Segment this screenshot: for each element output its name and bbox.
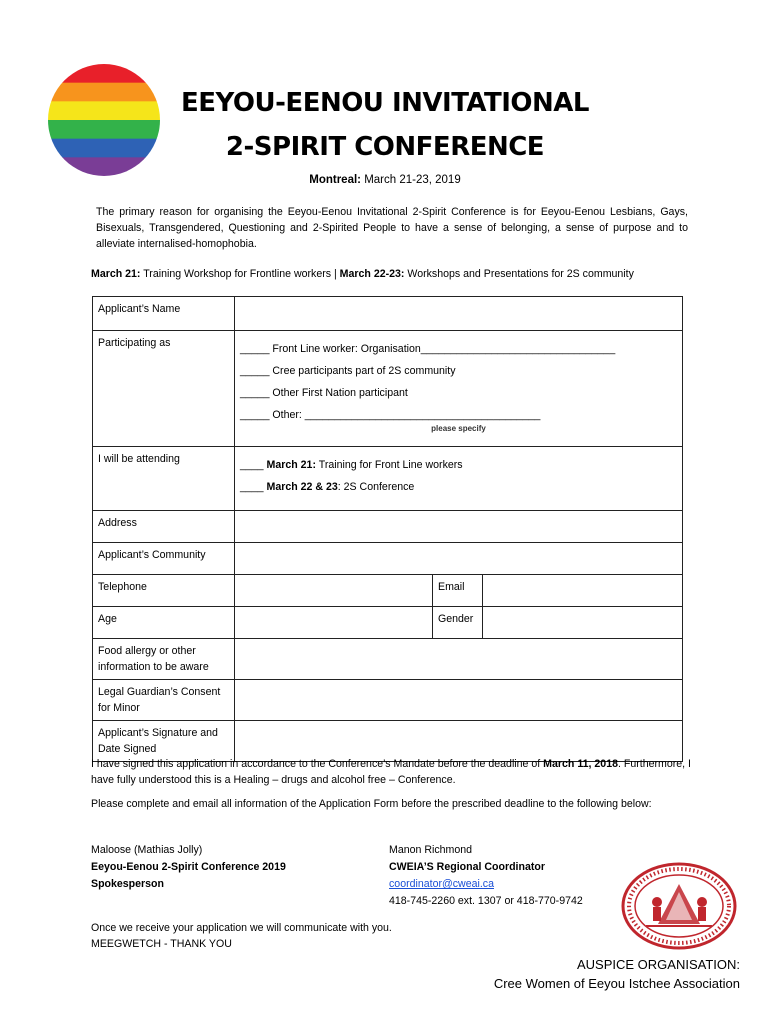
closing-line-2: MEEGWETCH - THANK YOU: [91, 938, 232, 950]
attend1-blank: ____: [240, 459, 267, 471]
email-field[interactable]: [483, 575, 683, 607]
telephone-label: Telephone: [93, 575, 235, 607]
schedule-line: [91, 266, 691, 282]
food-allergy-field[interactable]: [235, 639, 683, 680]
title-line-2: 2-SPIRIT CONFERENCE: [225, 132, 545, 162]
guardian-consent-field[interactable]: [235, 680, 683, 721]
day1-text: Training Workshop for Frontline workers |: [140, 268, 340, 280]
auspice-title: AUSPICE ORGANISATION:: [576, 957, 740, 972]
guardian-consent-label: Legal Guardian’s Consent for Minor: [93, 680, 235, 721]
rainbow-stripe: [48, 157, 160, 176]
rainbow-logo-icon: [48, 64, 160, 176]
day1-label: March 21:: [91, 268, 141, 280]
declaration-text: I have signed this application in accordance to the Conference’s Mandate before the deadline of: [91, 758, 544, 770]
attend2-blank: ____: [240, 481, 267, 493]
auspice-block: [494, 955, 740, 993]
applicant-name-field[interactable]: [235, 297, 683, 331]
attending-label: I will be attending: [93, 447, 235, 511]
conference-location: [150, 174, 620, 186]
contact2-email-link[interactable]: coordinator@cweai.ca: [389, 878, 494, 890]
contact1-name: Maloose (Mathias Jolly): [91, 844, 203, 856]
applicant-name-label: Applicant’s Name: [93, 297, 235, 331]
food-allergy-label: Food allergy or other information to be aware: [93, 639, 235, 680]
attending-options: [235, 447, 683, 511]
please-specify-note: please specify: [431, 424, 486, 433]
contact2-phone: 418-745-2260 ext. 1307 or 418-770-9742: [389, 895, 583, 907]
attend1-text: Training for Front Line workers: [315, 459, 463, 471]
age-label: Age: [93, 607, 235, 639]
attend-option-march21[interactable]: [240, 457, 677, 473]
address-label: Address: [93, 511, 235, 543]
application-form: [92, 296, 683, 762]
signature-label: Applicant’s Signature and Date Signed: [93, 721, 235, 762]
email-label: Email: [433, 575, 483, 607]
day2-text: Workshops and Presentations for 2S community: [404, 268, 634, 280]
day2-label: March 22-23:: [339, 268, 405, 280]
contact1-role: Spokesperson: [91, 878, 165, 890]
rainbow-stripe: [48, 64, 160, 83]
age-field[interactable]: [235, 607, 433, 639]
gender-field[interactable]: [483, 607, 683, 639]
participating-option-cree[interactable]: _____ Cree participants part of 2S community: [240, 365, 456, 377]
attend2-date: March 22 & 23: [266, 481, 338, 493]
participating-option-other[interactable]: _____ Other: ________________________________________: [240, 409, 541, 421]
association-seal-icon: [620, 862, 738, 950]
attend-option-march22-23[interactable]: [240, 479, 677, 495]
contact2-name: Manon Richmond: [389, 844, 473, 856]
rainbow-stripe: [48, 101, 160, 120]
address-field[interactable]: [235, 511, 683, 543]
declaration-paragraph: [91, 756, 691, 788]
participating-as-label: Participating as: [93, 331, 235, 447]
intro-paragraph: The primary reason for organising the Eeyou-Eenou Invitational 2-Spirit Conference is for Eeyou-Eenou Lesbians, Gays, Bisexuals, Transgendered, Questioning and 2-Spirited People to have a sense of belonging, a sense of purpose and to alleviate internalised-homophobia.: [96, 206, 688, 250]
closing-line-1: Once we receive your application we will communicate with you.: [91, 922, 392, 934]
declaration-text-2: . Furthermore, I have fully understood this is a Healing – drugs and alcohol free – Conference.: [91, 758, 691, 786]
rainbow-stripe: [48, 120, 160, 139]
telephone-field[interactable]: [235, 575, 433, 607]
please-complete-paragraph: Please complete and email all information of the Application Form before the prescribed deadline to the following below:: [91, 798, 652, 810]
declaration-deadline: March 11, 2018: [543, 758, 618, 770]
closing-block: [91, 920, 511, 952]
contact2-role: CWEIA’S Regional Coordinator: [389, 861, 545, 873]
community-label: Applicant’s Community: [93, 543, 235, 575]
rainbow-stripe: [48, 83, 160, 102]
location-label: Montreal:: [309, 174, 361, 186]
title-line-1: EEYOU-EENOU INVITATIONAL: [181, 88, 589, 118]
contact1-org: Eeyou-Eenou 2-Spirit Conference 2019: [91, 861, 286, 873]
participating-options: [235, 331, 683, 447]
contact-coordinator: [389, 842, 583, 910]
participating-option-first-nation[interactable]: _____ Other First Nation participant: [240, 387, 408, 399]
community-field[interactable]: [235, 543, 683, 575]
location-dates: March 21-23, 2019: [361, 174, 461, 186]
auspice-organisation: Cree Women of Eeyou Istchee Association: [493, 976, 740, 991]
gender-label: Gender: [433, 607, 483, 639]
attend1-date: March 21:: [266, 459, 316, 471]
participating-option-frontline[interactable]: _____ Front Line worker: Organisation_________________________________: [240, 343, 616, 355]
rainbow-stripe: [48, 139, 160, 158]
attend2-text: : 2S Conference: [337, 481, 415, 493]
contact-spokesperson: [91, 842, 286, 893]
